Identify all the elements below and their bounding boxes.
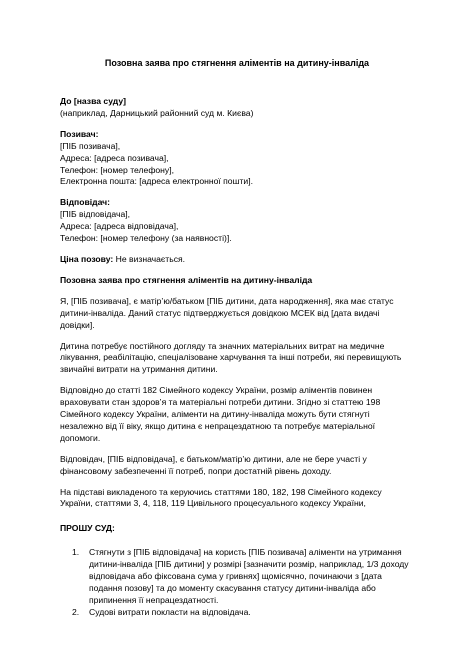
defendant-block	[60, 197, 414, 245]
paragraph-line: Відповідно до статті 182 Сімейного кодексу України, розмір аліментів повинен	[60, 385, 373, 396]
paragraph-defendant	[60, 454, 414, 478]
list-item-line: відповідача або фіксована сума у гривнях] щомісячно, починаючи з [дата	[89, 571, 382, 582]
paragraph-line: лікування, реабілітацію, спеціалізоване харчування та інші потреби, які перевищують	[60, 352, 402, 363]
list-item-line: дитини-інваліда [ПІБ дитини] у розмірі [зазначити розмір, наприклад, 1/3 доходу	[89, 559, 409, 570]
court-label: До [назва суду]	[60, 96, 126, 106]
claim-subtitle: Позовна заява про стягнення аліментів на дитину-інваліда	[60, 274, 313, 285]
paragraph-line: Я, [ПІБ позивача], є матір’ю/батьком [ПІБ дитини, дата народження], яка має статус	[60, 295, 394, 306]
paragraph-line: Дитина потребує постійного догляду та значних матеріальних витрат на медичне	[60, 340, 385, 351]
list-item-line: Стягнути з [ПІБ відповідача] на користь [ПІБ позивача] аліменти на утримання	[89, 547, 402, 558]
list-item-number: 2.	[72, 606, 80, 617]
list-item-line: подання позову] та до моменту скасування статусу дитини-інваліда або	[89, 583, 376, 593]
plaintiff-address: Адреса: [адреса позивача],	[60, 152, 169, 163]
paragraph-line: дитини-інваліда. Даний статус підтверджується довідкою МСЕК від [дата видачі	[60, 307, 380, 318]
paragraph-line: допомоги.	[60, 432, 101, 443]
list-item	[72, 606, 414, 619]
paragraph-grounds	[60, 487, 414, 511]
claim-price-label: Ціна позову:	[60, 253, 114, 264]
paragraph-line: Відповідач, [ПІБ відповідача], є батьком/матір’ю дитини, але не бере участі у	[60, 453, 367, 464]
defendant-heading: Відповідач:	[60, 197, 111, 208]
demands-list	[60, 547, 414, 618]
list-item-line: Судові витрати покласти на відповідача.	[89, 606, 251, 617]
defendant-name: [ПІБ відповідача],	[60, 209, 131, 220]
paragraph-status	[60, 296, 414, 332]
defendant-phone: Телефон: [номер телефону (за наявності)].	[60, 233, 232, 244]
paragraph-line: фінансовому забезпеченні її потреб, попри достатній рівень доходу.	[60, 465, 332, 476]
list-item-line: припинення її непрацездатності.	[89, 594, 219, 605]
paragraph-line: довідки].	[60, 319, 95, 330]
paragraph-needs	[60, 341, 414, 377]
list-item	[72, 547, 414, 607]
paragraph-line: На підставі викладеного та керуючись статтями 180, 182, 198 Сімейного кодексу	[60, 486, 382, 497]
paragraph-line: незалежно від її віку, якщо дитина є непрацездатною та потребує матеріальної	[60, 420, 376, 431]
defendant-address: Адреса: [адреса відповідача],	[60, 221, 179, 232]
court-block	[60, 96, 414, 120]
claim-price	[60, 254, 414, 266]
paragraph-line: враховувати стан здоров’я та матеріальні потреби дитини. Згідно зі статтею 198	[60, 397, 381, 408]
plaintiff-heading: Позивач:	[60, 128, 99, 139]
claim-price-value: Не визначається.	[113, 253, 186, 264]
paragraph-law	[60, 385, 414, 445]
plaintiff-name: [ПІБ позивача],	[60, 140, 121, 151]
paragraph-line: Сімейного кодексу України, аліменти на дитину-інваліда можуть бути стягнуті	[60, 409, 370, 420]
list-item-number: 1.	[72, 547, 80, 558]
paragraph-line: звичайні витрати на утримання дитини.	[60, 364, 218, 375]
request-heading: ПРОШУ СУД:	[60, 523, 115, 534]
court-example: (наприклад, Дарницький районний суд м. Києва)	[60, 107, 254, 118]
document-title: Позовна заява про стягнення аліментів на дитину-інваліда	[104, 58, 370, 68]
paragraph-line: України, статтями 3, 4, 118, 119 Цивільного процесуального кодексу України,	[60, 498, 366, 509]
plaintiff-phone: Телефон: [номер телефону],	[60, 164, 174, 175]
plaintiff-email: Електронна пошта: [адреса електронної пошти].	[60, 176, 253, 187]
plaintiff-block	[60, 129, 414, 189]
